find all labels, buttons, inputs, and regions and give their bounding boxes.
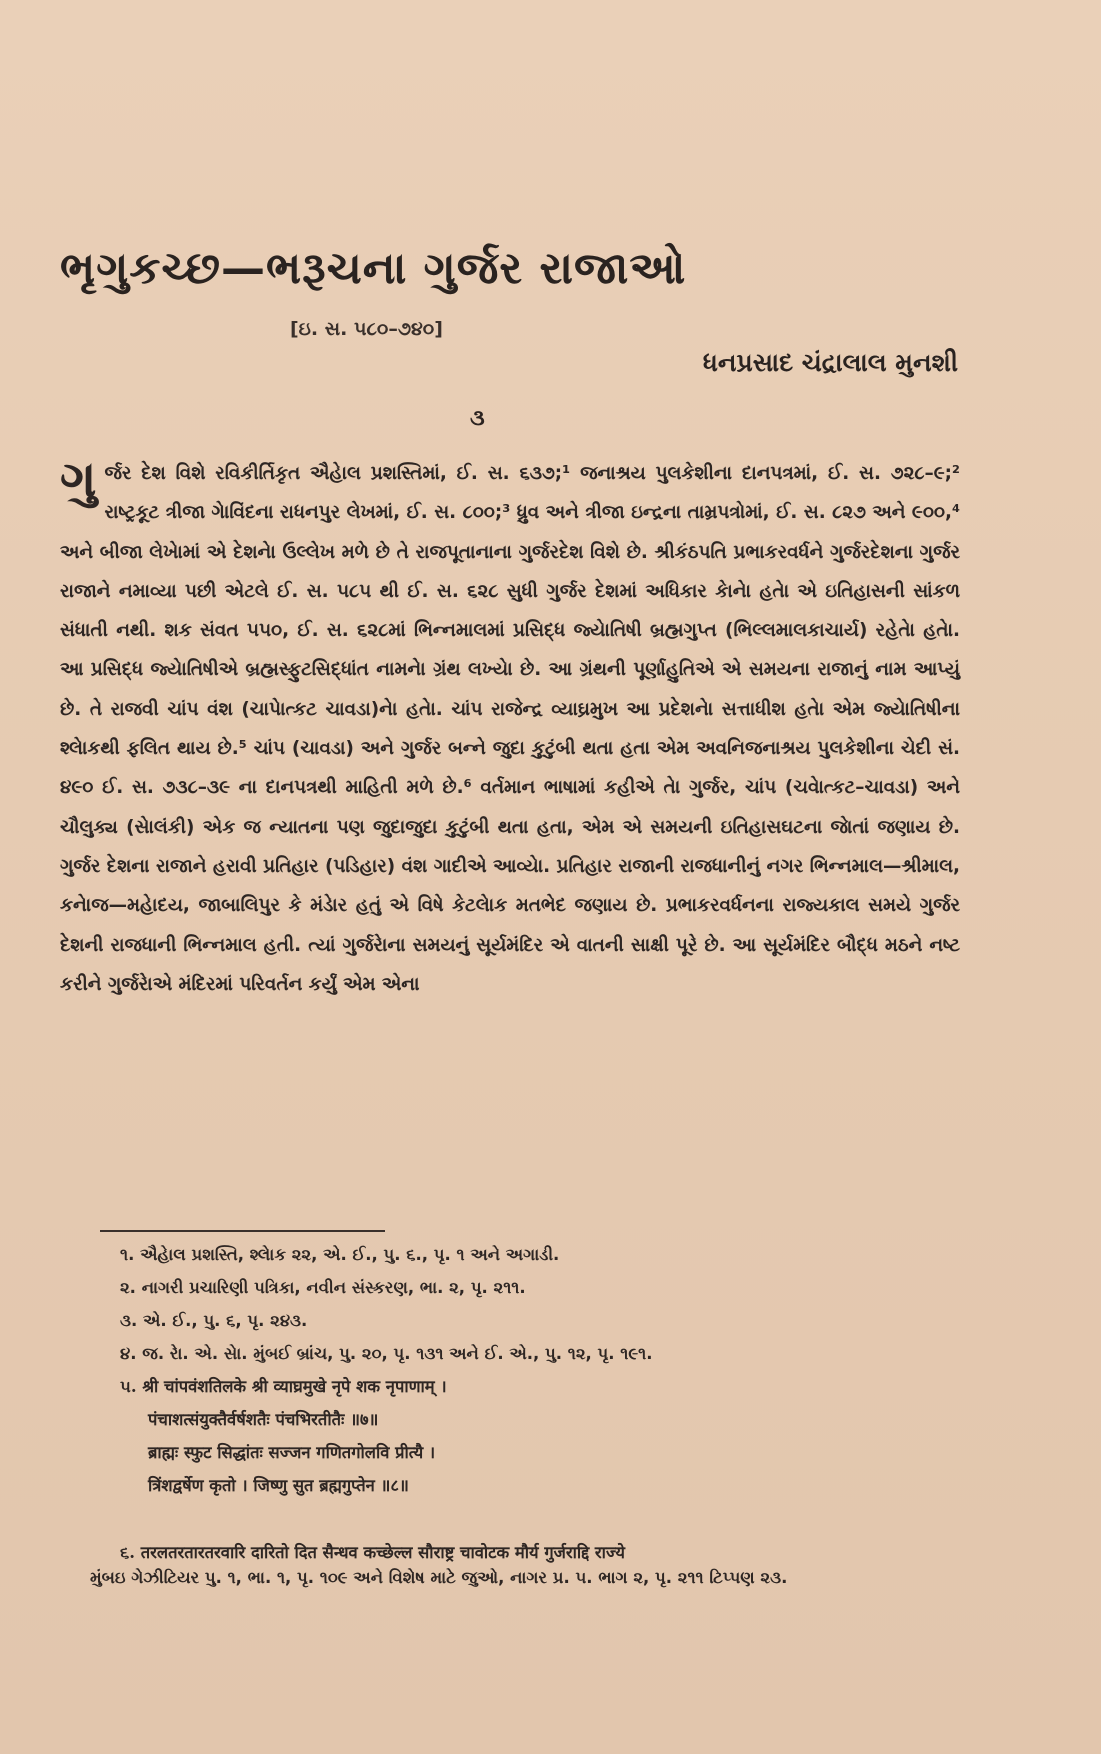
footnote-6 [90, 1540, 990, 1590]
footnote-5-line-4: त्रिंशद्वर्षेण कृतो । जिष्णु सुत ब्रह्मगुप्तेन ॥८॥ [148, 1476, 409, 1495]
body-text: ર્જર દેશ વિશે રવિકીર્તિકૃત ઐહેાલ પ્રશસ્તિમાં, ઈ. સ. ૬૩૭;¹ જનાશ્રય પુલકેશીના દાનપત્રમાં, ઈ. સ. ૭૨૮–૯;² રાષ્ટ્રકૂટ ત્રીજા ગાેવિંદના રાધનપુર લેખમાં, ઈ. સ. ૮૦૦;³ ધ્રુવ અને ત્રીજા ઇન્દ્રના તામ્રપત્રોમાં, ઈ. સ. ૮૨૭ અને ૯૦૦,⁴ અને બીજા લેખાેમાં એ દેશનાે ઉલ્લેખ મળે છે તે રાજપૂતાનાના ગુર્જરદેશ વિશે છે. શ્રીકંઠપતિ પ્રભાકરવર્ધને ગુર્જરદેશના ગુર્જર રાજાને નમાવ્યા પછી એટલે ઈ. સ. ૫૮૫ થી ઈ. સ. ૬૨૮ સુધી ગુર્જર દેશમાં અધિકાર કાેનાે હતાે એ ઇતિહાસની સાંકળ સંધાતી નથી. શક સંવત ૫૫૦, ઈ. સ. ૬૨૮માં ભિન્નમાલમાં પ્રસિદ્ધ જ્યાેતિષી બ્રહ્મગુપ્ત (ભિલ્લમાલકાચાર્ય) રહેતાે હતાે. આ પ્રસિદ્ધ જ્યાેતિષીએ બ્રહ્મસ્ફુટસિદ્ધાંત નામનાે ગ્રંથ લખ્યાે છે. આ ગ્રંથની પૂર્ણાહુતિએ એ સમયના રાજાનું નામ આપ્યું છે. તે રાજવી ચાંપ વંશ (ચાપાેત્કટ ચાવડા)નાે હતાે. ચાંપ રાજેન્દ્ર વ્યાઘ્રમુખ આ પ્રદેશનાે સત્તાધીશ હતાે એમ જ્યાેતિષીના શ્લાેકથી ફલિત થાય છે.⁵ ચાંપ (ચાવડા) અને ગુર્જર બન્ને જુદા કુટુંબી થતા હતા એમ અવનિજનાશ્રય પુલકેશીના ચેદી સં. ૪૯૦ ઈ. સ. ૭૩૮–૩૯ ના દાનપત્રથી માહિતી મળે છે.⁶ વર્તમાન ભાષામાં કહીએ તાે ગુર્જર, ચાંપ (ચવાેત્કટ–ચાવડા) અને ચૌલુક્ય (સાેલંકી) એક જ ન્યાતના પણ જુદાજુદા કુટુંબી થતા હતા, એમ એ સમયની ઇતિહાસઘટના જાેતાં જણાય છે. ગુર્જર દેશના રાજાને હરાવી પ્રતિહાર (પડિહાર) વંશ ગાદીએ આવ્યાે. પ્રતિહાર રાજાની રાજધાનીનું નગર ભિન્નમાલ—શ્રીમાલ, કનાેજ—મહાેદય, જાબાલિપુર કે મંડાેર હતું એ વિષે કેટલાેક મતભેદ જણાય છે. પ્રભાકરવર્ધનના રાજ્યકાલ સમયે ગુર્જર દેશની રાજધાની ભિન્નમાલ હતી. ત્યાં ગુર્જરાેના સમયનું સૂર્યમંદિર એ વાતની સાક્ષી પૂરે છે. આ સૂર્યમંદિર બૌદ્ધ મઠને નષ્ટ કરીને ગુર્જરાેએ મંદિરમાં પરિવર્તન કર્યું એમ એના [60, 463, 960, 995]
drop-cap: ગુ [60, 450, 97, 508]
section-number: ૩ [470, 406, 485, 431]
footnote-5-line-2: पंचाशत्संयुक्तैर्वर्षशतैः पंचभिरतीतैः ॥७॥ [148, 1410, 379, 1429]
footnotes [120, 1238, 980, 1502]
footnote-6-line-2: મુંબઇ ગેઝીટિયર પુ. ૧, ભા. ૧, પૃ. ૧૦૯ અને વિશેષ માટે જુઓ, નાગર પ્ર. ૫. ભાગ ૨, પૃ. ૨૧૧ ટિપ્પણ ૨૩. [90, 1568, 788, 1587]
footnote-4: ૪. જ. રાે. એ. સાે. મુંબઈ બ્રાંચ, પુ. ૨૦, પૃ. ૧૩૧ અને ઈ. એ., પુ. ૧૨, પૃ. ૧૯૧. [120, 1344, 653, 1363]
footnote-3: ૩. એ. ઈ., પુ. ૬, પૃ. ૨૪૩. [120, 1311, 308, 1330]
author-name: ધનપ્રસાદ ચંદ્રાલાલ મુનશી [702, 348, 958, 377]
footnote-2: ૨. નાગરી પ્રચારિણી પત્રિકા, નવીન સંસ્કરણ, ભા. ૨, પૃ. ૨૧૧. [120, 1278, 526, 1297]
body-paragraph [60, 450, 960, 1004]
footnote-6-line-1: ૬. तरलतरतारतरवारि दारितो दित सैन्धव कच्छेल्ल सौराष्ट्र चावोटक मौर्य गुर्जराद्दि राज्ये [120, 1543, 625, 1562]
article-title: ભૃગુકચ્છ—ભરૂચના ગુર્જર રાજાઓ [60, 243, 687, 294]
article-dates: [ઇ. સ. ૫૮૦–૭૪૦] [290, 318, 443, 340]
footnote-5-line-1: ૫. श्री चांपवंशतिलके श्री व्याघ्रमुखे नृपे शक नृपाणाम् । [120, 1377, 447, 1396]
footnote-1: ૧. ઐહેાલ પ્રશસ્તિ, શ્લાેક ૨૨, એ. ઈ., પુ. ૬., પૃ. ૧ અને અગાડી. [120, 1245, 560, 1264]
footnote-5-line-3: ब्राह्मः स्फुट सिद्धांतः सज्जन गणितगोलवि प्रीत्यै । [148, 1443, 436, 1462]
footnote-divider [100, 1230, 385, 1232]
